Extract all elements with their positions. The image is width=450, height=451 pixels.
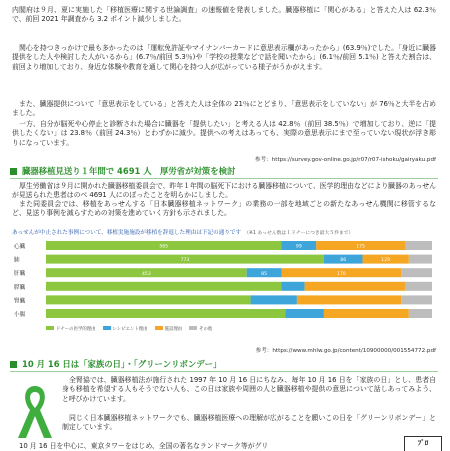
category-label: 肺	[14, 257, 20, 264]
legend-label: ドナーの医学的理由	[56, 326, 96, 332]
legend-item	[155, 326, 183, 332]
bar-segment	[305, 282, 405, 291]
section2-paragraph-3: 10 月 16 日を中心に、東京タワーをはじめ、全国の著名なランドマーク等がグリ	[19, 442, 269, 450]
section2-paragraph-1: 全腎協では、臓器移植法が施行された 1997 年 10 月 16 日にちなみ、毎年 10 月 16 日を「家族の日」とし、患者自身も移植を希望する人もそうでない人も、この日は家族や周囲の人と臓器移植や提供の意思について話しあってみよう、と呼びかけています。	[62, 376, 436, 403]
legend-swatch	[155, 326, 163, 330]
bar-segment	[46, 309, 285, 318]
heading-square-icon	[10, 168, 17, 175]
data-label: 773	[180, 258, 190, 264]
data-label: 129	[381, 258, 391, 264]
chart-plot-area	[12, 239, 436, 325]
category-label: 心臓	[14, 244, 26, 250]
legend-swatch	[103, 326, 111, 330]
section-heading-text: 臓器移植見送り１年間で 4691 人 厚労省が対策を検討	[22, 166, 236, 176]
bar-segment	[281, 282, 304, 291]
section-divider	[10, 371, 438, 372]
section2-paragraph-2: 同じく日本臓器移植ネットワークでも、臓器移植医療への理解が広がることを願いこの日を「グリーンリボンデー」と制定しています。	[62, 414, 436, 432]
data-label: 565	[159, 244, 169, 250]
chart-title	[12, 228, 436, 238]
category-label: 膵臓	[14, 284, 26, 291]
bar-segment	[405, 241, 432, 250]
section-heading-text: 10 月 16 日は「家族の日」・「グリーンリボンデー」	[22, 359, 222, 369]
legend-swatch	[189, 326, 197, 330]
bar-segment	[409, 309, 432, 318]
green-ribbon-icon	[14, 382, 56, 442]
legend-label: その他	[199, 326, 213, 332]
bar-segment	[46, 282, 281, 291]
legend-item	[103, 326, 148, 332]
corner-stamp: ﾌﾟﾛ	[404, 436, 442, 451]
data-label: 453	[141, 271, 151, 277]
data-label: 86	[340, 258, 347, 264]
section-divider	[10, 178, 438, 179]
reference-link-2[interactable]: 参考：https://www.mhlw.go.jp/content/10900000/001554772.pdf	[255, 348, 436, 354]
bar-segment	[285, 309, 324, 318]
legend-label: レシピエント理由	[112, 326, 148, 332]
category-label: 腎臓	[14, 298, 26, 305]
category-label: 小腸	[14, 312, 26, 318]
bar-segment	[401, 295, 432, 304]
bar-segment	[405, 282, 432, 291]
bar-segment	[324, 309, 409, 318]
section1-paragraph-2: また同委員会では、移植をあっせんする「日本臓器移植ネットワーク」の業務の一部を地域ごとの新たなあっせん機関に移管するなど、見送り事例を減らすための対策を進めていく方針も示されました。	[12, 200, 436, 218]
category-label: 肝臓	[14, 271, 26, 278]
reference-link-1[interactable]: 参考：https://survey.gov-online.go.jp/r07/r07-ishoku/gairyaku.pdf	[254, 157, 436, 163]
bar-segment	[409, 255, 432, 264]
bar-segment	[46, 295, 251, 304]
chart-note: （※1 あっせん数は１ドナーにつき最大５件まで）	[244, 231, 354, 236]
heading-square-icon	[10, 361, 17, 368]
legend-item	[46, 326, 96, 332]
legend-swatch	[46, 326, 54, 330]
bar-segment	[251, 295, 297, 304]
section-heading-family-day	[10, 357, 221, 371]
legend-label: 施設理由	[164, 326, 183, 332]
intro-paragraph-3: また、臓器提供について「意思表示をしている」と答えた人は全体の 21％にとどまり、「意思表示をしていない」が 76％と大半を占めました。	[12, 100, 436, 118]
chart-title-text: あっせんが中止された事例について、移植実施施設が移植を辞退した理由は下記の通りです	[12, 230, 242, 236]
section1-paragraph-1: 厚生労働省は９月に開かれた臓器移植委員会で、昨年１年間の脳死下における臓器移植について、医学的理由などにより臓器のあっせんが見送られた患者はのべ 4691 人にのぼったことを明らかにしました。	[12, 182, 436, 200]
data-label: 170	[336, 271, 346, 277]
data-label: 99	[295, 244, 302, 250]
intro-paragraph-4: 一方、自分が脳死や心停止と診断された場合に臓器を「提供したい」と考える人は 42.8％（前回 38.5％）で増加しており、逆に「提供したくない」は 23.8％（前回 24.3％）とわずかに減少。提供への考えはあっても、実際の意思表示にまで至っていない現状が浮き彫りになっています。	[12, 120, 436, 147]
deferral-reasons-chart	[12, 228, 436, 340]
intro-paragraph-2: 関心を持つきっかけで最も多かったのは「運転免許証やマイナンバーカードに意思表示欄があったから」(63.9％)でした。「身近に臓器提供をした人や検討した人がいるから」(6.7％/前回 5.3％)や「学校の授業などで話を聞いたから」(6.1％/前回 5.1％) と答えた割合は、前回より増加しており、身近な体験や教育を通して関心を持つ人が広がっている様子がうかがえます。	[12, 44, 436, 71]
chart-legend	[46, 324, 426, 333]
bar-segment	[297, 295, 401, 304]
data-label: 175	[356, 244, 365, 250]
data-label: 85	[261, 271, 268, 277]
bar-segment	[401, 268, 432, 277]
intro-paragraph-1: 内閣府は９月、夏に実施した「移植医療に関する世論調査」の速報値を発表しました。臓器移植に「関心がある」と答えた人は 62.3％で、前回 2021 年調査から 3.2 ポイント減少しました。	[12, 6, 436, 24]
section-heading-transplant-deferrals	[10, 164, 235, 178]
legend-item	[189, 326, 212, 332]
